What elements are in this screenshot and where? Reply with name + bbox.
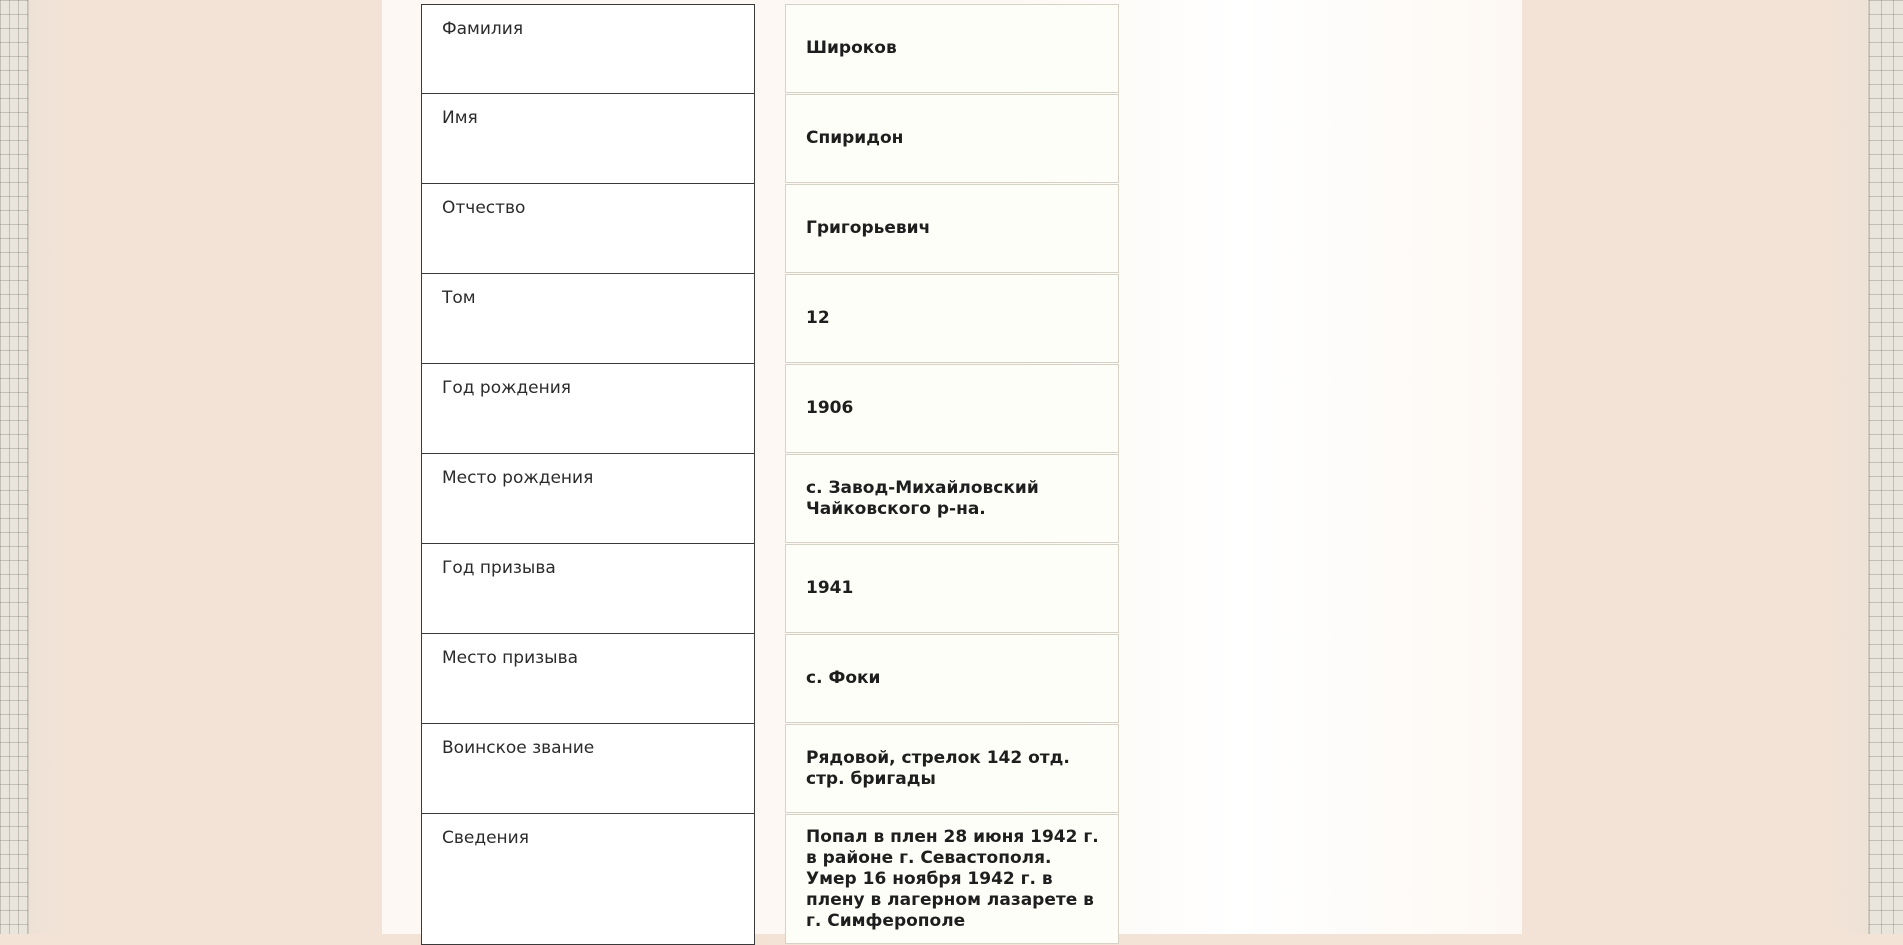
record-row-military-rank xyxy=(421,724,1119,814)
field-label-volume: Том xyxy=(442,288,476,308)
right-scroll-rail[interactable] xyxy=(1868,0,1903,934)
field-label-patronymic: Отчество xyxy=(442,198,526,218)
record-row-birth-place xyxy=(421,454,1119,544)
label-cell xyxy=(421,364,755,454)
label-cell xyxy=(421,814,755,945)
value-cell xyxy=(785,634,1119,723)
value-cell xyxy=(785,814,1119,944)
field-value-first-name: Спиридон xyxy=(806,128,904,148)
page-margin-right xyxy=(1522,0,1867,934)
record-row-volume xyxy=(421,274,1119,364)
record-row-patronymic xyxy=(421,184,1119,274)
person-record-table xyxy=(421,4,1119,944)
label-cell xyxy=(421,274,755,364)
field-label-birth-place: Место рождения xyxy=(442,468,594,488)
label-cell xyxy=(421,544,755,634)
field-label-details: Сведения xyxy=(442,828,529,848)
record-row-conscription-place xyxy=(421,634,1119,724)
label-cell xyxy=(421,724,755,814)
field-value-details: Попал в плен 28 июня 1942 г. в районе г. Севастополя. Умер 16 ноября 1942 г. в плену в лагерном лазарете в г. Симферополе xyxy=(806,827,1099,931)
label-cell xyxy=(421,634,755,724)
field-value-patronymic: Григорьевич xyxy=(806,218,931,238)
field-value-volume: 12 xyxy=(806,308,830,328)
field-value-conscription-year: 1941 xyxy=(806,578,854,598)
field-value-surname: Широков xyxy=(806,38,897,58)
field-value-military-rank: Рядовой, стрелок 142 отд. стр. бригады xyxy=(806,747,1070,789)
field-label-first-name: Имя xyxy=(442,108,478,128)
field-value-birth-place: с. Завод-Михайловский Чайковского р-на. xyxy=(806,477,1039,519)
field-value-birth-year: 1906 xyxy=(806,398,854,418)
record-row-birth-year xyxy=(421,364,1119,454)
label-cell xyxy=(421,184,755,274)
value-cell xyxy=(785,94,1119,183)
value-cell xyxy=(785,184,1119,273)
value-cell xyxy=(785,364,1119,453)
page-margin-left xyxy=(29,0,382,934)
left-scroll-rail xyxy=(0,0,29,934)
record-row-details xyxy=(421,814,1119,944)
record-row-first-name xyxy=(421,94,1119,184)
value-cell xyxy=(785,274,1119,363)
value-cell xyxy=(785,4,1119,93)
value-cell xyxy=(785,544,1119,633)
field-label-birth-year: Год рождения xyxy=(442,378,572,398)
field-value-conscription-place: с. Фоки xyxy=(806,668,881,688)
label-cell xyxy=(421,454,755,544)
value-cell xyxy=(785,724,1119,813)
field-label-surname: Фамилия xyxy=(442,19,524,39)
field-label-military-rank: Воинское звание xyxy=(442,738,595,758)
label-cell xyxy=(421,94,755,184)
record-row-conscription-year xyxy=(421,544,1119,634)
field-label-conscription-year: Год призыва xyxy=(442,558,556,578)
label-cell xyxy=(421,4,755,94)
value-cell xyxy=(785,454,1119,543)
record-row-surname xyxy=(421,4,1119,94)
field-label-conscription-place: Место призыва xyxy=(442,648,579,668)
